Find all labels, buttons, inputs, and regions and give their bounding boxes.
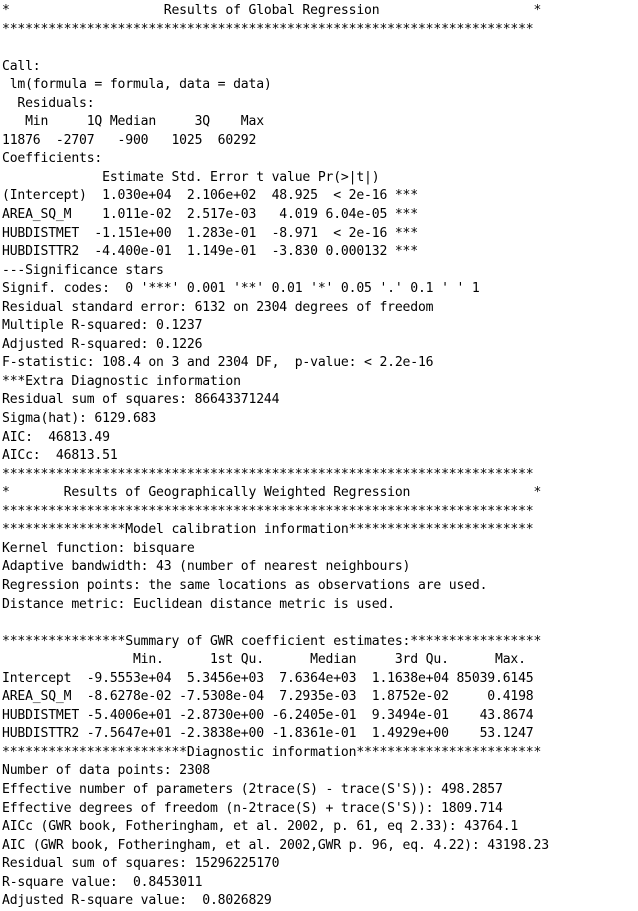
output-line: Kernel function: bisquare — [2, 540, 195, 556]
output-line: AREA_SQ_M -8.6278e-02 -7.5308e-04 7.2935e-03 1.8752e-02 0.4198 — [2, 689, 534, 705]
output-line: AREA_SQ_M 1.011e-02 2.517e-03 4.019 6.04e-05 *** — [2, 207, 418, 223]
output-line: Adaptive bandwidth: 43 (number of nearest neighbours) — [2, 559, 411, 575]
output-line: HUBDISTTR2 -7.5647e+01 -2.3838e+00 -1.8361e-01 1.4929e+00 53.1247 — [2, 726, 534, 742]
output-line: R-square value: 0.8453011 — [2, 874, 203, 890]
output-line: 11876 -2707 -900 1025 60292 — [2, 132, 257, 148]
output-line: Adjusted R-squared: 0.1226 — [2, 336, 203, 352]
output-line: Min. 1st Qu. Median 3rd Qu. Max. — [2, 652, 526, 668]
output-line: * Results of Global Regression * — [2, 3, 542, 18]
output-line: F-statistic: 108.4 on 3 and 2304 DF, p-value: < 2.2e-16 — [2, 355, 434, 371]
output-line: Regression points: the same locations as observations are used. — [2, 577, 488, 593]
output-line: Signif. codes: 0 '***' 0.001 '**' 0.01 '*' 0.05 '.' 0.1 ' ' 1 — [2, 281, 480, 297]
output-line: lm(formula = formula, data = data) — [2, 77, 272, 93]
output-line: ****************Summary of GWR coefficient estimates:***************** — [2, 633, 542, 649]
output-line: AICc (GWR book, Fotheringham, et al. 2002, p. 61, eq 2.33): 43764.1 — [2, 819, 519, 835]
output-line: Residual sum of squares: 15296225170 — [2, 856, 280, 872]
output-line: Min 1Q Median 3Q Max — [2, 114, 264, 130]
output-line: HUBDISTMET -1.151e+00 1.283e-01 -8.971 < 2e-16 *** — [2, 225, 418, 241]
output-line: Residual standard error: 6132 on 2304 degrees of freedom — [2, 299, 434, 315]
output-line: Residuals: — [2, 95, 95, 111]
output-line: ***Extra Diagnostic information — [2, 373, 241, 389]
output-line: Call: — [2, 58, 41, 74]
output-line: Sigma(hat): 6129.683 — [2, 411, 157, 427]
output-line: AIC: 46813.49 — [2, 429, 110, 445]
output-line: Multiple R-squared: 0.1237 — [2, 318, 203, 334]
output-line: ********************************************************************* — [2, 466, 534, 482]
output-line: AICc: 46813.51 — [2, 448, 118, 464]
output-line: ---Significance stars — [2, 262, 164, 278]
output-line: Distance metric: Euclidean distance metric is used. — [2, 596, 395, 612]
output-line: Coefficients: — [2, 151, 103, 167]
output-line: Estimate Std. Error t value Pr(>|t|) — [2, 169, 380, 185]
output-line: ********************************************************************* — [2, 21, 534, 37]
output-line: * Results of Geographically Weighted Regression * — [2, 485, 542, 501]
output-line: HUBDISTTR2 -4.400e-01 1.149e-01 -3.830 0.000132 *** — [2, 244, 418, 260]
output-line: Residual sum of squares: 86643371244 — [2, 392, 280, 408]
output-line: AIC (GWR book, Fotheringham, et al. 2002,GWR p. 96, eq. 4.22): 43198.23 — [2, 837, 549, 853]
output-line: (Intercept) 1.030e+04 2.106e+02 48.925 < 2e-16 *** — [2, 188, 418, 204]
output-line: ****************Model calibration information************************ — [2, 522, 534, 538]
output-line: Effective degrees of freedom (n-2trace(S) + trace(S'S)): 1809.714 — [2, 800, 503, 816]
output-line: Adjusted R-square value: 0.8026829 — [2, 893, 272, 909]
output-line — [2, 614, 638, 633]
output-line: ********************************************************************* — [2, 503, 534, 519]
output-line: ************************Diagnostic information************************ — [2, 744, 542, 760]
output-line — [2, 39, 638, 58]
output-line: Effective number of parameters (2trace(S) - trace(S'S)): 498.2857 — [2, 781, 503, 797]
output-line: HUBDISTMET -5.4006e+01 -2.8730e+00 -6.2405e-01 9.3494e-01 43.8674 — [2, 707, 534, 723]
output-line: Number of data points: 2308 — [2, 763, 210, 779]
output-line: Intercept -9.5553e+04 5.3456e+03 7.6364e+03 1.1638e+04 85039.6145 — [2, 670, 534, 686]
